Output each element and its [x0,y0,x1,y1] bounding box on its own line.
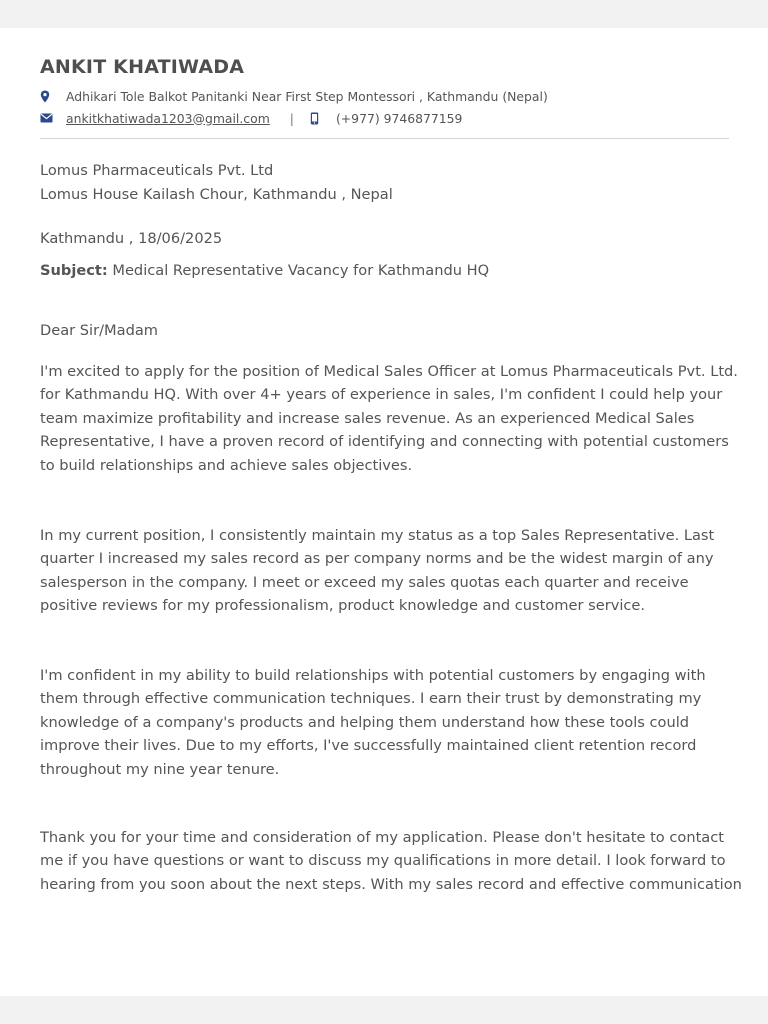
body-paragraph [40,524,729,618]
email-link[interactable]: ankitkhatiwada1203@gmail.com [66,110,270,126]
paragraph-line: team maximize profitability and increase sales revenue. As an experienced Medical Sales [40,409,695,427]
contact-separator: | [289,110,294,126]
body-paragraph [40,664,729,781]
paragraph-line: hearing from you soon about the next steps. With my sales record and effective communication [40,875,742,893]
contact-row [40,110,462,126]
phone-text: (+977) 9746877159 [335,110,463,126]
paragraph-line: positive reviews for my professionalism, product knowledge and customer service. [40,597,646,615]
paragraph-line: knowledge of a company's products and helping them understand how these tools could [40,713,690,731]
envelope-icon [40,111,54,125]
paragraph-line: throughout my nine year tenure. [40,760,280,778]
subject-label: Subject: [40,262,108,279]
paragraph-line: them through effective communication techniques. I earn their trust by demonstrating my [40,690,702,708]
header-divider [40,138,729,139]
subject-line [40,262,489,279]
address-row [40,88,548,104]
mobile-phone-icon [310,111,324,125]
recipient-address: Lomus House Kailash Chour, Kathmandu , Nepal [40,186,393,203]
map-marker-icon [40,89,54,103]
paragraph-line: for Kathmandu HQ. With over 4+ years of experience in sales, I'm confident I could help your [40,386,723,404]
paragraph-line: quarter I increased my sales record as per company norms and be the widest margin of any [40,550,714,568]
recipient-company: Lomus Pharmaceuticals Pvt. Ltd [40,162,274,179]
paragraph-line: improve their lives. Due to my efforts, I've successfully maintained client retention record [40,737,697,755]
paragraph-line: In my current position, I consistently maintain my status as a top Sales Representative. Last [40,527,715,544]
address-text: Adhikari Tole Balkot Panitanki Near First Step Montessori , Kathmandu (Nepal) [66,88,548,104]
paragraph-line: I'm excited to apply for the position of Medical Sales Officer at Lomus Pharmaceuticals Pvt. Ltd. [40,363,738,380]
paragraph-line: Representative, I have a proven record of identifying and connecting with potential customers [40,433,729,451]
paragraph-line: I'm confident in my ability to build relationships with potential customers by engaging with [40,667,706,684]
body-paragraph [40,360,738,477]
date-line: Kathmandu , 18/06/2025 [40,230,223,247]
applicant-name: ANKIT KHATIWADA [40,56,245,78]
paragraph-line: salesperson in the company. I meet or exceed my sales quotas each quarter and receive [40,573,689,591]
body-paragraph [40,826,742,896]
paragraph-line: me if you have questions or want to discuss my qualifications in more detail. I look forward to [40,852,726,870]
paragraph-line: Thank you for your time and consideration of my application. Please don't hesitate to contact [40,829,724,846]
salutation: Dear Sir/Madam [40,322,158,339]
paragraph-line: to build relationships and achieve sales objectives. [40,456,413,474]
document-page [0,28,768,996]
subject-text: Medical Representative Vacancy for Kathmandu HQ [112,262,490,279]
